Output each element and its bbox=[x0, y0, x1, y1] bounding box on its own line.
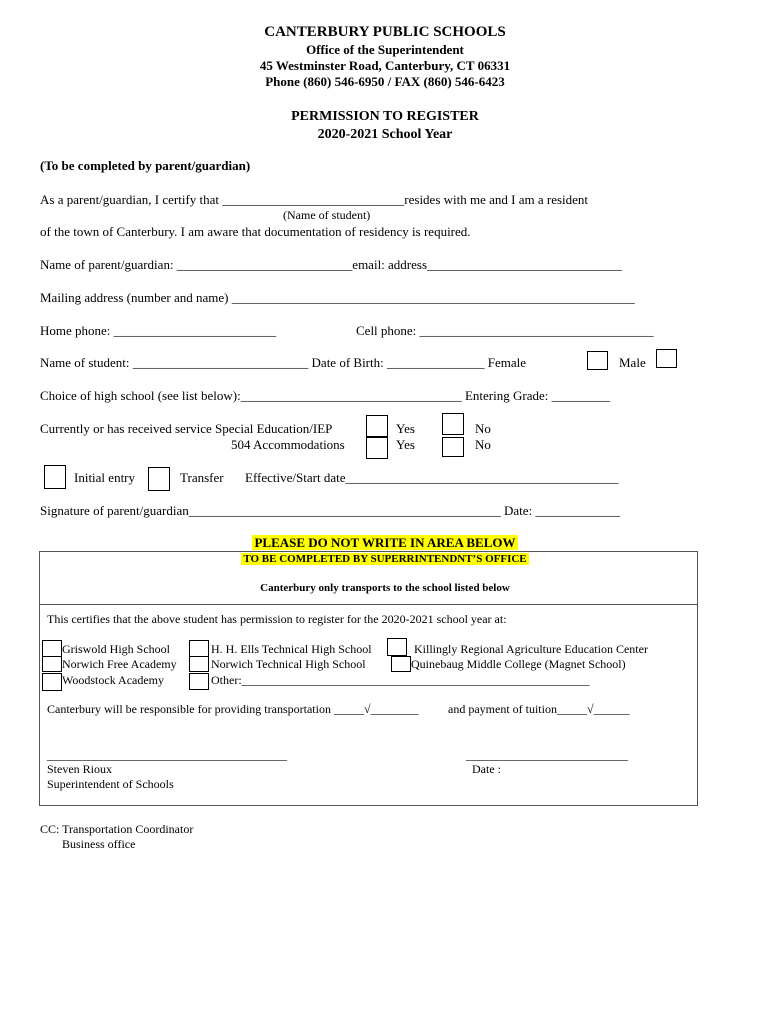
do-not-write-warning bbox=[0, 535, 770, 551]
residency-line: of the town of Canterbury. I am aware that documentation of residency is required. bbox=[40, 224, 471, 239]
special-ed-no-label: No bbox=[475, 421, 491, 436]
student-name-field[interactable]: Name of student: ___________________________ Date of Birth: _______________ Female bbox=[40, 355, 527, 370]
high-school-choice-field[interactable]: Choice of high school (see list below):__________________________________ Entering Grade: _________ bbox=[40, 388, 611, 403]
superintendent-title: Superintendent of Schools bbox=[47, 777, 174, 791]
form-title: PERMISSION TO REGISTER bbox=[291, 109, 479, 124]
transport-note: Canterbury only transports to the school listed below bbox=[260, 582, 510, 594]
cell-phone-field[interactable]: Cell phone: ____________________________________ bbox=[356, 323, 654, 338]
woodstock-label: Woodstock Academy bbox=[62, 673, 165, 687]
office-phone: Phone (860) 546-6950 / FAX (860) 546-6423 bbox=[265, 74, 505, 89]
initial-entry-label: Initial entry bbox=[74, 470, 136, 485]
killingly-checkbox[interactable] bbox=[387, 638, 407, 656]
special-ed-no-checkbox[interactable] bbox=[442, 413, 464, 435]
office-address: 45 Westminster Road, Canterbury, CT 06331 bbox=[259, 58, 511, 73]
norwich-free-label: Norwich Free Academy bbox=[62, 657, 177, 671]
tuition-line: and payment of tuition_____√______ bbox=[448, 702, 630, 716]
signature-field[interactable]: Signature of parent/guardian________________________________________________ Date: _____________ bbox=[40, 503, 620, 518]
effective-date-field[interactable]: Effective/Start date__________________________________________ bbox=[245, 470, 619, 485]
male-checkbox[interactable] bbox=[656, 349, 677, 368]
quinebaug-label: Quinebaug Middle College (Magnet School) bbox=[411, 657, 626, 671]
other-school-field[interactable]: Other:__________________________________________________________ bbox=[211, 673, 590, 687]
name-of-student-hint: (Name of student) bbox=[283, 208, 371, 222]
office-date-label: Date : bbox=[472, 762, 501, 776]
ellis-label: H. H. Ells Technical High School bbox=[211, 642, 372, 656]
accommodations-yes-checkbox[interactable] bbox=[366, 437, 388, 459]
completed-by-text: TO BE COMPLETED BY SUPERRINTENDNT’S OFFICE bbox=[243, 553, 527, 565]
norwich-tech-label: Norwich Technical High School bbox=[211, 657, 366, 671]
school-year: 2020-2021 School Year bbox=[317, 127, 453, 142]
parent-name-field[interactable]: Name of parent/guardian: ___________________________email: address______________________________ bbox=[40, 257, 623, 272]
griswold-label: Griswold High School bbox=[62, 642, 170, 656]
special-ed-label: Currently or has received service Special Education/IEP bbox=[40, 421, 333, 436]
transportation-line: Canterbury will be responsible for providing transportation _____√________ bbox=[47, 702, 419, 716]
other-checkbox[interactable] bbox=[189, 673, 209, 690]
male-label: Male bbox=[619, 355, 646, 370]
accommodations-no-label: No bbox=[475, 437, 491, 452]
superintendent-signature-line[interactable]: ________________________________________ bbox=[47, 748, 287, 762]
norwich-tech-checkbox[interactable] bbox=[189, 656, 209, 672]
female-checkbox[interactable] bbox=[587, 351, 608, 370]
completed-by-notice bbox=[0, 553, 770, 565]
norwich-free-checkbox[interactable] bbox=[42, 656, 62, 672]
special-ed-yes-label: Yes bbox=[396, 421, 415, 436]
quinebaug-checkbox[interactable] bbox=[391, 656, 411, 672]
initial-entry-checkbox[interactable] bbox=[44, 465, 66, 489]
woodstock-checkbox[interactable] bbox=[42, 673, 62, 691]
certifies-line: This certifies that the above student has permission to register for the 2020-2021 school year at: bbox=[47, 612, 507, 626]
cc-business-office: Business office bbox=[62, 837, 136, 851]
certify-line[interactable]: As a parent/guardian, I certify that ____________________________resides with me and I am a resident bbox=[40, 192, 589, 207]
killingly-label: Killingly Regional Agriculture Education Center bbox=[414, 642, 648, 656]
accommodations-no-checkbox[interactable] bbox=[442, 437, 464, 457]
office-divider bbox=[39, 604, 698, 605]
home-phone-field[interactable]: Home phone: _________________________ bbox=[40, 323, 277, 338]
district-name: CANTERBURY PUBLIC SCHOOLS bbox=[264, 24, 506, 40]
special-ed-yes-checkbox[interactable] bbox=[366, 415, 388, 437]
office-name: Office of the Superintendent bbox=[306, 42, 464, 57]
do-not-write-text: PLEASE DO NOT WRITE IN AREA BELOW bbox=[254, 535, 516, 550]
parent-instruction: (To be completed by parent/guardian) bbox=[40, 158, 251, 173]
accommodations-label: 504 Accommodations bbox=[231, 437, 345, 452]
accommodations-yes-label: Yes bbox=[396, 437, 415, 452]
cc-line: CC: Transportation Coordinator bbox=[40, 822, 194, 836]
mailing-address-field[interactable]: Mailing address (number and name) ______________________________________________________________ bbox=[40, 290, 635, 305]
superintendent-name: Steven Rioux bbox=[47, 762, 112, 776]
transfer-checkbox[interactable] bbox=[148, 467, 170, 491]
transfer-label: Transfer bbox=[180, 470, 224, 485]
office-date-line[interactable]: ___________________________ bbox=[466, 748, 628, 762]
